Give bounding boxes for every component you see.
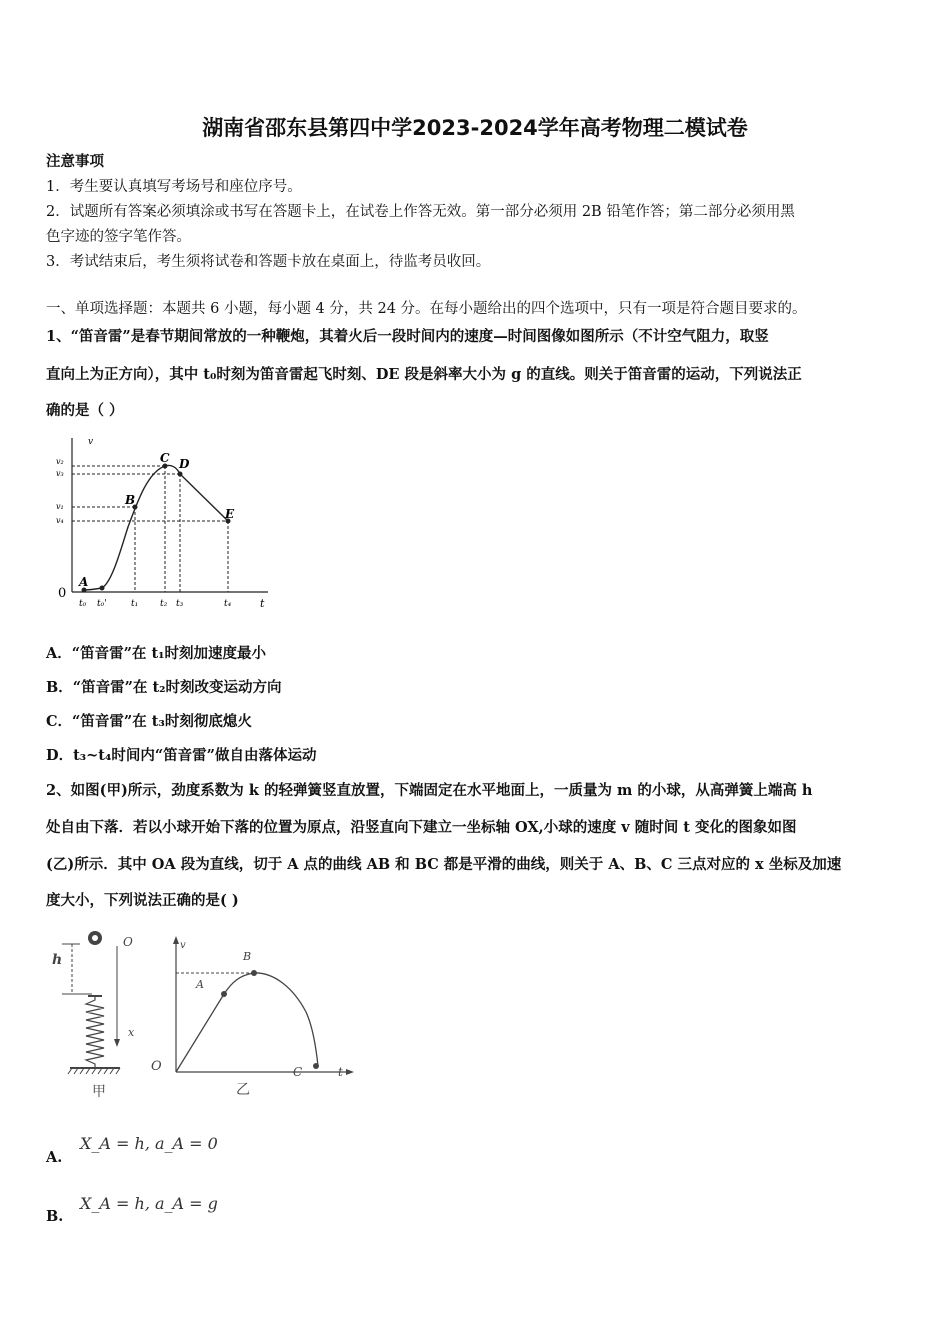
t-tick: t₁ (131, 599, 139, 609)
t-tick: t₄ (224, 599, 232, 609)
q1-option-a[interactable]: A．“笛音雷”在 t₁时刻加速度最小 (46, 645, 267, 662)
spring (86, 996, 104, 1068)
question-2-text: 处自由下落．若以小球开始下落的位置为原点，沿竖直向下建立一坐标轴 OX,小球的速度 v 随时间 t 变化的图象如图 (46, 819, 797, 836)
t-axis-label: t (260, 597, 265, 610)
v-axis-label: v (88, 437, 94, 447)
notice-item: 色字迹的签字笔作答。 (46, 229, 191, 245)
notice-item: 2．试题所有答案必须填涂或书写在答题卡上，在试卷上作答无效。第一部分必须用 2B 铅笔作答；第二部分必须用黑 (46, 204, 795, 220)
v-axis-label: v (180, 940, 186, 951)
q2-option-b-label[interactable]: B. (46, 1208, 64, 1225)
q2-option-a-label[interactable]: A. (46, 1149, 63, 1166)
t-tick: t₃ (176, 599, 184, 609)
page-title: 湖南省邵东县第四中学2023-2024学年高考物理二模试卷 (202, 116, 748, 140)
point-label: E (225, 507, 235, 521)
figure-caption: 乙 (236, 1082, 250, 1098)
q1-option-d[interactable]: D．t₃~t₄时间内“笛音雷”做自由落体运动 (46, 747, 317, 764)
q1-option-c[interactable]: C．“笛音雷”在 t₃时刻彻底熄火 (46, 713, 252, 730)
point-t0prime (100, 586, 105, 591)
question-2-text: 度大小，下列说法正确的是( ) (46, 892, 239, 909)
point-label: C (293, 1065, 303, 1079)
point-label: A (79, 575, 89, 589)
x-axis-label: x (128, 1026, 135, 1039)
spring-figure (48, 926, 148, 1104)
figure-caption: 甲 (92, 1084, 106, 1100)
point-b (251, 970, 257, 976)
point-label: D (179, 457, 190, 471)
velocity-figure (148, 932, 358, 1102)
notice-item: 3．考试结束后，考生须将试卷和答题卡放在桌面上，待监考员收回。 (46, 254, 491, 270)
v-tick: v₄ (56, 516, 64, 525)
q1-option-b[interactable]: B．“笛音雷”在 t₂时刻改变运动方向 (46, 679, 282, 696)
question-1-text: 直向上为正方向），其中 t₀时刻为笛音雷起飞时刻、DE 段是斜率大小为 g 的直线。则关于笛音雷的运动，下列说法正 (46, 366, 802, 383)
point-label: B (125, 493, 136, 507)
question-2-text: 2、如图(甲)所示，劲度系数为 k 的轻弹簧竖直放置，下端固定在水平地面上，一质量为 m 的小球，从高弹簧上端高 h (46, 782, 813, 799)
v-tick: v₃ (56, 469, 64, 478)
point-d (178, 472, 183, 477)
q2-option-b-formula: X_A = h, a_A = g (80, 1194, 218, 1213)
q2-option-a-formula: X_A = h, a_A = 0 (80, 1134, 218, 1153)
point-c (313, 1063, 319, 1069)
question-1-text: 1、“笛音雷”是春节期间常放的一种鞭炮，其着火后一段时间内的速度—时间图像如图所示（不计空气阻力，取竖 (46, 328, 769, 345)
vt-graph-figure (50, 432, 280, 614)
v-tick: v₁ (56, 502, 64, 511)
point-a (221, 991, 227, 997)
notice-item: 1．考生要认真填写考场号和座位序号。 (46, 179, 302, 195)
origin-label: O (151, 1059, 162, 1074)
t-tick: t₀ (79, 599, 87, 609)
t-tick: t₀' (97, 599, 107, 609)
height-label: h (52, 952, 63, 968)
point-label: C (160, 451, 170, 465)
v-tick: v₂ (56, 457, 64, 466)
section-heading: 一、单项选择题：本题共 6 小题，每小题 4 分，共 24 分。在每小题给出的四个选项中，只有一项是符合题目要求的。 (46, 301, 807, 317)
notice-heading: 注意事项 (46, 153, 104, 170)
origin-label: 0 (58, 586, 67, 601)
origin-label: O (123, 935, 133, 949)
t-axis-label: t (338, 1065, 343, 1079)
question-1-text: 确的是（ ） (46, 402, 124, 419)
point-label: A (196, 978, 204, 991)
point-label: B (243, 950, 252, 963)
t-tick: t₂ (160, 599, 168, 609)
question-2-text: (乙)所示．其中 OA 段为直线，切于 A 点的曲线 AB 和 BC 都是平滑的曲线，则关于 A、B、C 三点对应的 x 坐标及加速 (46, 856, 842, 873)
